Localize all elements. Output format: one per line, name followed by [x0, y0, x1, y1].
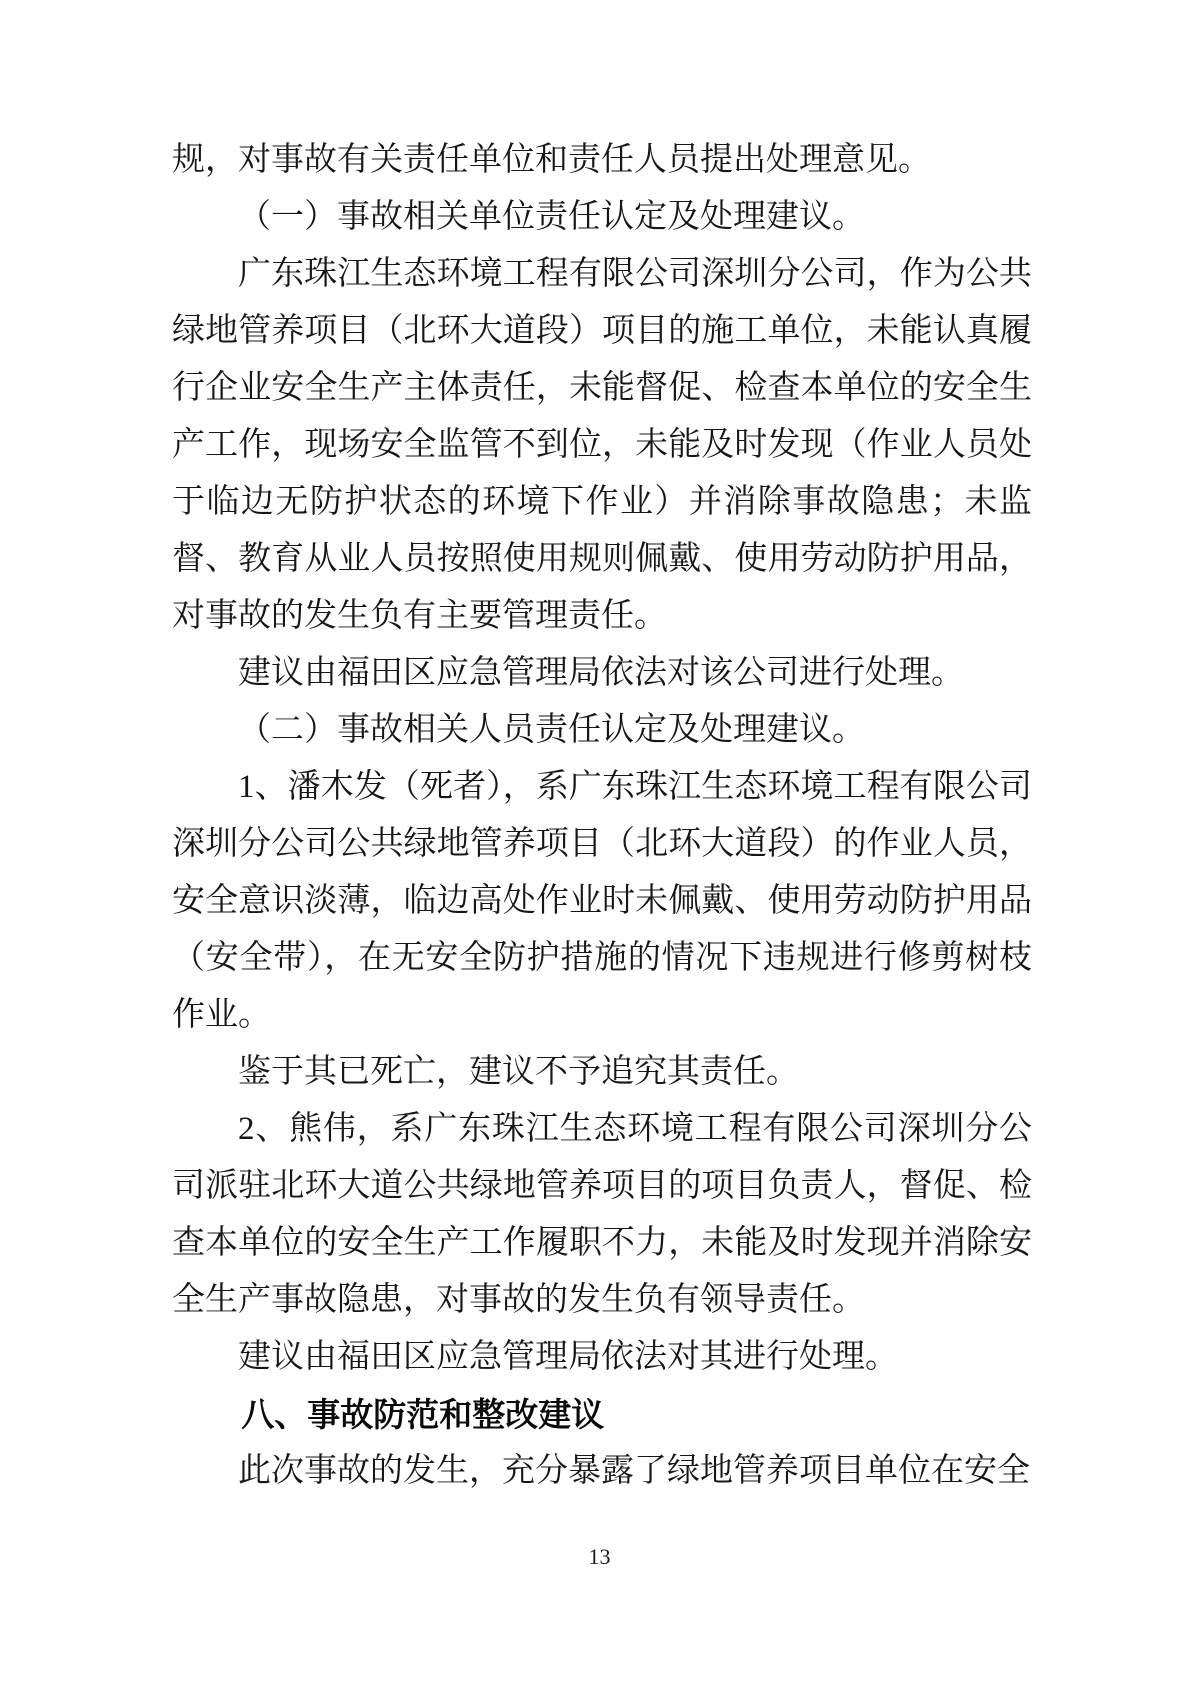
subsection-heading-1: （一）事故相关单位责任认定及处理建议。 [238, 199, 865, 235]
paragraph-unit-responsibility: 广东珠江生态环境工程有限公司深圳分公司，作为公共绿地管养项目（北环大道段）项目的施工单位，未能认真履行企业安全生产主体责任，未能督促、检查本单位的安全生产工作，现场安全监管不到位，未能及时发现（作业人员处于临边无防护状态的环境下作业）并消除事故隐患；未监督、教育从业人员按照使用规则佩戴、使用劳动防护用品，对事故的发生负有主要管理责任。 [172, 256, 1032, 634]
paragraph-person-2-recommendation: 建议由福田区应急管理局依法对其进行处理。 [238, 1339, 898, 1375]
page-number: 13 [588, 1544, 611, 1569]
paragraph-person-2: 2、熊伟，系广东珠江生态环境工程有限公司深圳分公司派驻北环大道公共绿地管养项目的项目负责人，督促、检查本单位的安全生产工作履职不力，未能及时发现并消除安全生产事故隐患，对事故的发生负有领导责任。 [172, 1111, 1032, 1318]
paragraph-closing: 此次事故的发生，充分暴露了绿地管养项目单位在安全 [238, 1453, 1030, 1489]
section-heading: 八、事故防范和整改建议 [241, 1396, 605, 1433]
document-body [172, 132, 1032, 1500]
paragraph-continuation: 规，对事故有关责任单位和责任人员提出处理意见。 [172, 142, 931, 178]
paragraph-person-1-recommendation: 鉴于其已死亡，建议不予追究其责任。 [238, 1054, 799, 1090]
paragraph-unit-recommendation: 建议由福田区应急管理局依法对该公司进行处理。 [238, 655, 964, 691]
subsection-heading-2: （二）事故相关人员责任认定及处理建议。 [238, 712, 865, 748]
paragraph-person-1: 1、潘木发（死者），系广东珠江生态环境工程有限公司深圳分公司公共绿地管养项目（北环大道段）的作业人员，安全意识淡薄，临边高处作业时未佩戴、使用劳动防护用品（安全带），在无安全防护措施的情况下违规进行修剪树枝作业。 [172, 769, 1032, 1033]
